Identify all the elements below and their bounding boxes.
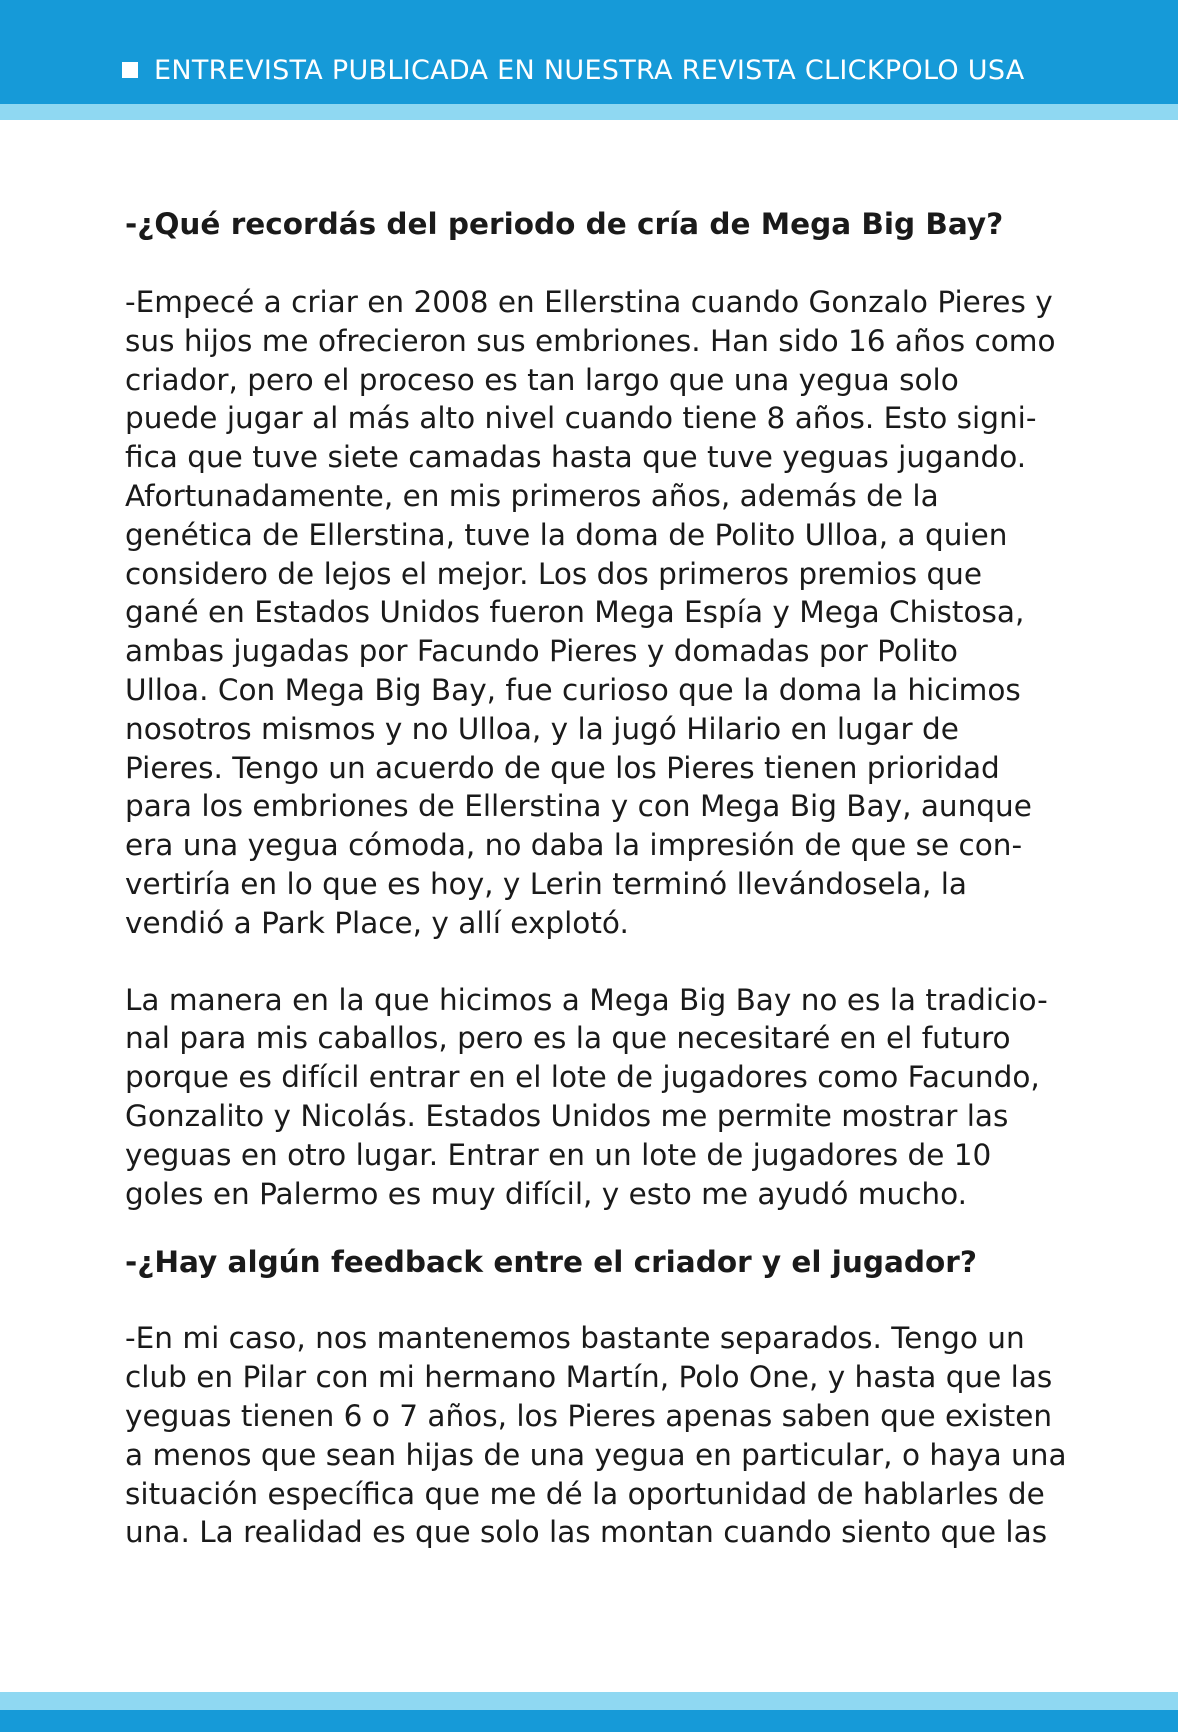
text-line: nosotros mismos y no Ulloa, y la jugó Hilario en lugar de (125, 711, 959, 746)
text-line: club en Pilar con mi hermano Martín, Polo One, y hasta que las (125, 1360, 1053, 1395)
text-line: puede jugar al más alto nivel cuando tiene 8 años. Esto signi- (125, 401, 1037, 436)
text-line: nal para mis caballos, pero es la que necesitaré en el futuro (125, 1021, 1011, 1056)
question-2: -¿Hay algún feedback entre el criador y el jugador? (125, 1245, 977, 1280)
text-line: -En mi caso, nos mantenemos bastante separados. Tengo un (125, 1321, 1025, 1356)
header (122, 50, 1025, 90)
text-line: Ulloa. Con Mega Big Bay, fue curioso que la doma la hicimos (125, 672, 1021, 707)
header-title: ENTREVISTA PUBLICADA EN NUESTRA REVISTA CLICKPOLO USA (154, 54, 1025, 86)
text-line: una. La realidad es que solo las montan cuando siento que las (125, 1515, 1048, 1550)
footer-accent-stripe (0, 1692, 1178, 1710)
text-line: yeguas tienen 6 o 7 años, los Pieres apenas saben que existen (125, 1398, 1053, 1433)
header-accent-stripe (0, 104, 1178, 120)
text-line: Afortunadamente, en mis primeros años, además de la (125, 478, 939, 513)
text-line: ambas jugadas por Facundo Pieres y domadas por Polito (125, 634, 958, 669)
answer-1b-paragraph (125, 981, 1085, 1214)
text-line: Pieres. Tengo un acuerdo de que los Pieres tienen prioridad (125, 750, 1000, 785)
text-line: fica que tuve siete camadas hasta que tuve yeguas jugando. (125, 440, 1027, 475)
text-line: vertiría en lo que es hoy, y Lerin terminó llevándosela, la (125, 866, 967, 901)
text-line: goles en Palermo es muy difícil, y esto me ayudó mucho. (125, 1176, 968, 1211)
question-1: -¿Qué recordás del periodo de cría de Mega Big Bay? (125, 207, 1004, 241)
text-line: sus hijos me ofrecieron sus embriones. Han sido 16 años como (125, 323, 1056, 358)
text-line: Gonzalito y Nicolás. Estados Unidos me permite mostrar las (125, 1098, 1009, 1133)
text-line: porque es difícil entrar en el lote de jugadores como Facundo, (125, 1060, 1040, 1095)
text-line: -Empecé a criar en 2008 en Ellerstina cuando Gonzalo Pieres y (125, 285, 1053, 319)
article-body (125, 200, 1085, 1552)
answer-1-paragraph (125, 283, 1085, 943)
square-bullet-icon (122, 62, 138, 78)
answer-2-paragraph (125, 1319, 1085, 1552)
text-line: era una yegua cómoda, no daba la impresión de que se con- (125, 828, 1023, 863)
text-line: vendió a Park Place, y allí explotó. (125, 905, 629, 940)
text-line: La manera en la que hicimos a Mega Big Bay no es la tradicio- (125, 982, 1048, 1017)
text-line: gané en Estados Unidos fueron Mega Espía y Mega Chistosa, (125, 595, 1025, 630)
text-line: yeguas en otro lugar. Entrar en un lote de jugadores de 10 (125, 1137, 992, 1172)
text-line: situación específica que me dé la oportunidad de hablarles de (125, 1476, 1045, 1511)
text-line: a menos que sean hijas de una yegua en particular, o haya una (125, 1437, 1067, 1472)
footer-bar (0, 1710, 1178, 1732)
text-line: para los embriones de Ellerstina y con Mega Big Bay, aunque (125, 789, 1032, 824)
text-line: considero de lejos el mejor. Los dos primeros premios que (125, 556, 983, 591)
text-line: criador, pero el proceso es tan largo que una yegua solo (125, 362, 959, 397)
text-line: genética de Ellerstina, tuve la doma de Polito Ulloa, a quien (125, 517, 1008, 552)
